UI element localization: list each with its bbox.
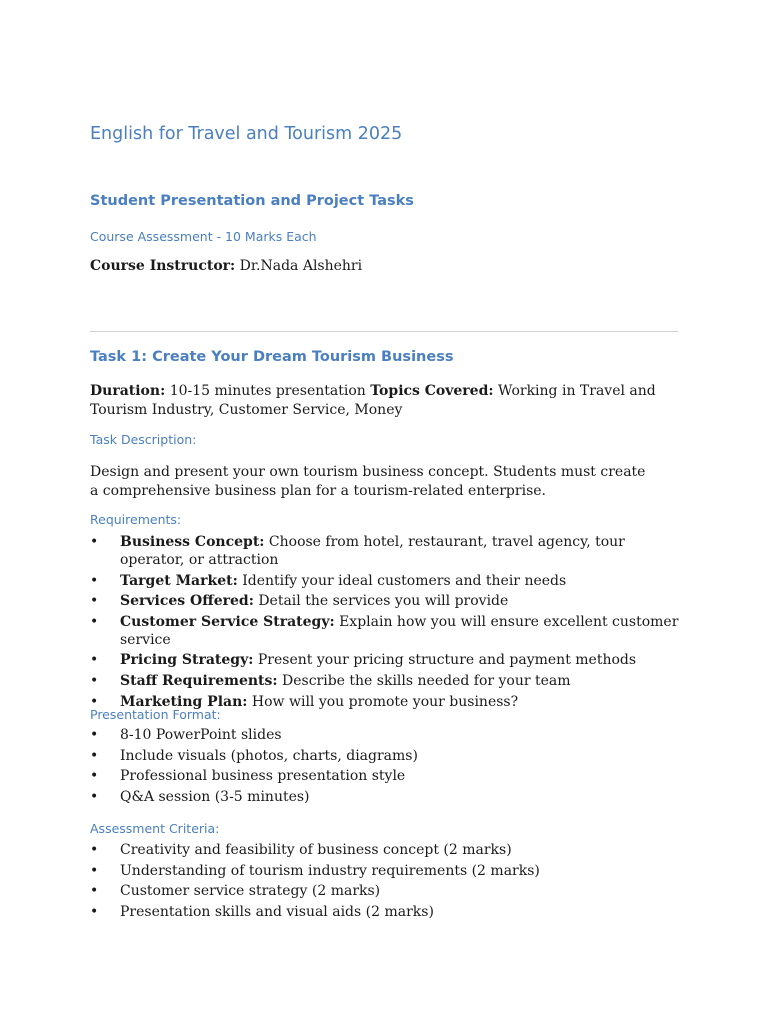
format-text: 8-10 PowerPoint slides: [120, 727, 282, 743]
list-item: [90, 903, 680, 921]
task-description-text: Design and present your own tourism business concept. Students must create a comprehensive business plan for a tourism-related enterprise.: [90, 464, 646, 499]
requirement-label: Services Offered:: [120, 593, 254, 610]
document-title: English for Travel and Tourism 2025: [90, 124, 403, 144]
list-item: [90, 726, 680, 744]
bullet-icon: •: [90, 693, 99, 710]
list-item: [90, 841, 680, 859]
list-item: [90, 592, 680, 610]
instructor-line: [90, 258, 362, 274]
duration-label: Duration:: [90, 383, 166, 399]
bullet-icon: •: [90, 534, 99, 550]
requirement-label: Business Concept:: [120, 534, 265, 550]
requirement-text: Describe the skills needed for your team: [282, 672, 571, 689]
requirement-text: Explain how you will ensure excellent customer service: [120, 613, 679, 648]
requirement-text: How will you promote your business?: [251, 693, 519, 710]
bullet-icon: •: [90, 883, 99, 900]
list-item: [90, 788, 680, 806]
assessment-criteria-list: [90, 841, 680, 923]
criteria-text: Customer service strategy (2 marks): [120, 883, 381, 900]
bullet-icon: •: [90, 593, 99, 610]
instructor-label: Course Instructor:: [90, 258, 236, 274]
bullet-icon: •: [90, 672, 99, 689]
list-item: [90, 862, 680, 880]
format-text: Include visuals (photos, charts, diagrams): [120, 747, 418, 764]
bullet-icon: •: [90, 652, 99, 669]
requirement-label: Target Market:: [120, 572, 238, 589]
requirement-label: Marketing Plan:: [120, 693, 248, 710]
bullet-icon: •: [90, 788, 99, 805]
bullet-icon: •: [90, 768, 99, 785]
assessment-criteria-heading: Assessment Criteria:: [90, 821, 220, 836]
list-item: [90, 747, 680, 765]
task1-duration-paragraph: [90, 382, 680, 419]
requirement-text: Choose from hotel, restaurant, travel agency, tour operator, or attraction: [120, 534, 625, 568]
task-description-heading: Task Description:: [90, 432, 197, 447]
bullet-icon: •: [90, 727, 99, 743]
task1-heading: Task 1: Create Your Dream Tourism Business: [90, 349, 454, 365]
presentation-format-heading: Presentation Format:: [90, 707, 221, 722]
bullet-icon: •: [90, 842, 99, 858]
criteria-text: Creativity and feasibility of business concept (2 marks): [120, 842, 512, 858]
bullet-icon: •: [90, 747, 99, 764]
list-item: [90, 572, 680, 590]
criteria-text: Understanding of tourism industry requirements (2 marks): [120, 862, 540, 879]
requirement-label: Customer Service Strategy:: [120, 613, 335, 630]
format-text: Professional business presentation style: [120, 768, 406, 785]
document-subtitle: Student Presentation and Project Tasks: [90, 193, 414, 209]
list-item: [90, 533, 680, 569]
requirements-heading: Requirements:: [90, 512, 182, 527]
requirement-label: Pricing Strategy:: [120, 652, 254, 669]
list-item: [90, 651, 680, 669]
list-item: [90, 882, 680, 900]
bullet-icon: •: [90, 903, 99, 920]
format-text: Q&A session (3-5 minutes): [120, 788, 310, 805]
topics-label: Topics Covered:: [370, 383, 494, 399]
criteria-text: Presentation skills and visual aids (2 marks): [120, 903, 434, 920]
list-item: [90, 767, 680, 785]
list-item: [90, 613, 680, 649]
requirement-text: Identify your ideal customers and their needs: [242, 572, 567, 589]
topics-value: Working in Travel and Tourism Industry, Customer Service, Money: [90, 383, 656, 418]
requirements-list: [90, 533, 680, 713]
horizontal-divider: [90, 331, 678, 332]
instructor-name: Dr.Nada Alshehri: [239, 258, 363, 274]
requirement-label: Staff Requirements:: [120, 672, 278, 689]
assessment-note: Course Assessment - 10 Marks Each: [90, 229, 317, 244]
requirement-text: Detail the services you will provide: [258, 593, 509, 610]
requirement-text: Present your pricing structure and payment methods: [257, 652, 637, 669]
duration-value: 10-15 minutes presentation: [169, 383, 366, 399]
list-item: [90, 672, 680, 690]
bullet-icon: •: [90, 572, 99, 589]
bullet-icon: •: [90, 862, 99, 879]
bullet-icon: •: [90, 613, 99, 630]
presentation-format-list: [90, 726, 680, 808]
